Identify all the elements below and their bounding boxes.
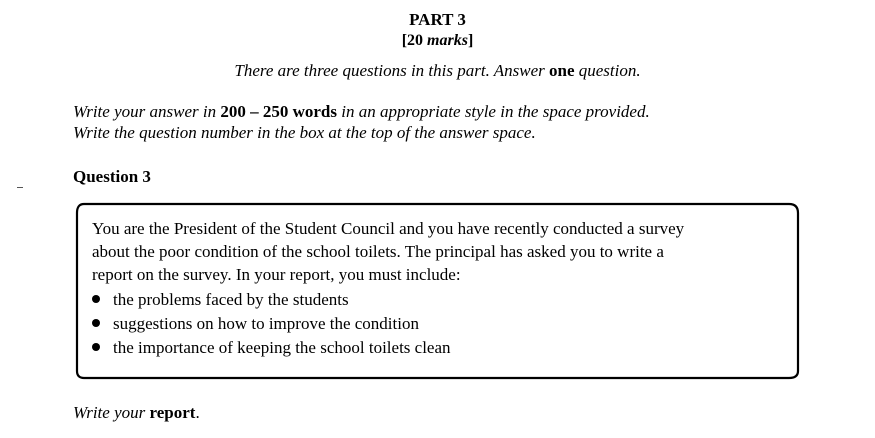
bullet-icon xyxy=(92,295,100,303)
marks-close: ] xyxy=(467,32,474,49)
marks-open: [20 xyxy=(401,32,428,49)
instruction-line-2: Write the question number in the box at the top of the answer space. xyxy=(73,123,536,142)
task-line: about the poor condition of the school toilets. The principal has asked you to write a xyxy=(92,242,664,261)
word-count-emphasis: 200 – 250 words xyxy=(220,102,337,121)
marks-word: marks xyxy=(427,32,468,49)
bullet-text: the importance of keeping the school toilets clean xyxy=(113,338,451,357)
instruction-text-after: in an appropriate style in the space provided. xyxy=(337,102,650,121)
closing-text-after: . xyxy=(195,403,200,422)
question-label: Question 3 xyxy=(73,167,151,186)
task-line: report on the survey. In your report, you must include: xyxy=(92,265,461,284)
part-intro xyxy=(0,60,875,82)
closing-emphasis: report xyxy=(149,403,196,422)
margin-mark xyxy=(17,187,23,188)
bullet-item xyxy=(92,288,349,311)
closing-text-before: Write your xyxy=(73,403,150,422)
bullet-text: the problems faced by the students xyxy=(113,290,349,309)
closing-instruction xyxy=(73,402,200,423)
marks-label xyxy=(0,31,875,51)
task-line: You are the President of the Student Council and you have recently conducted a survey xyxy=(92,219,685,238)
bullet-item xyxy=(92,336,451,359)
part-title: PART 3 xyxy=(409,10,466,29)
bullet-icon xyxy=(92,319,100,327)
intro-emphasis: one xyxy=(549,61,575,80)
bullet-icon xyxy=(92,343,100,351)
intro-text-before: There are three questions in this part. Answer xyxy=(234,61,550,80)
instruction-line-1 xyxy=(73,101,650,122)
bullet-text: suggestions on how to improve the condition xyxy=(113,314,419,333)
instruction-text-before: Write your answer in xyxy=(73,102,221,121)
bullet-item xyxy=(92,312,419,335)
intro-text-after: question. xyxy=(574,61,641,80)
